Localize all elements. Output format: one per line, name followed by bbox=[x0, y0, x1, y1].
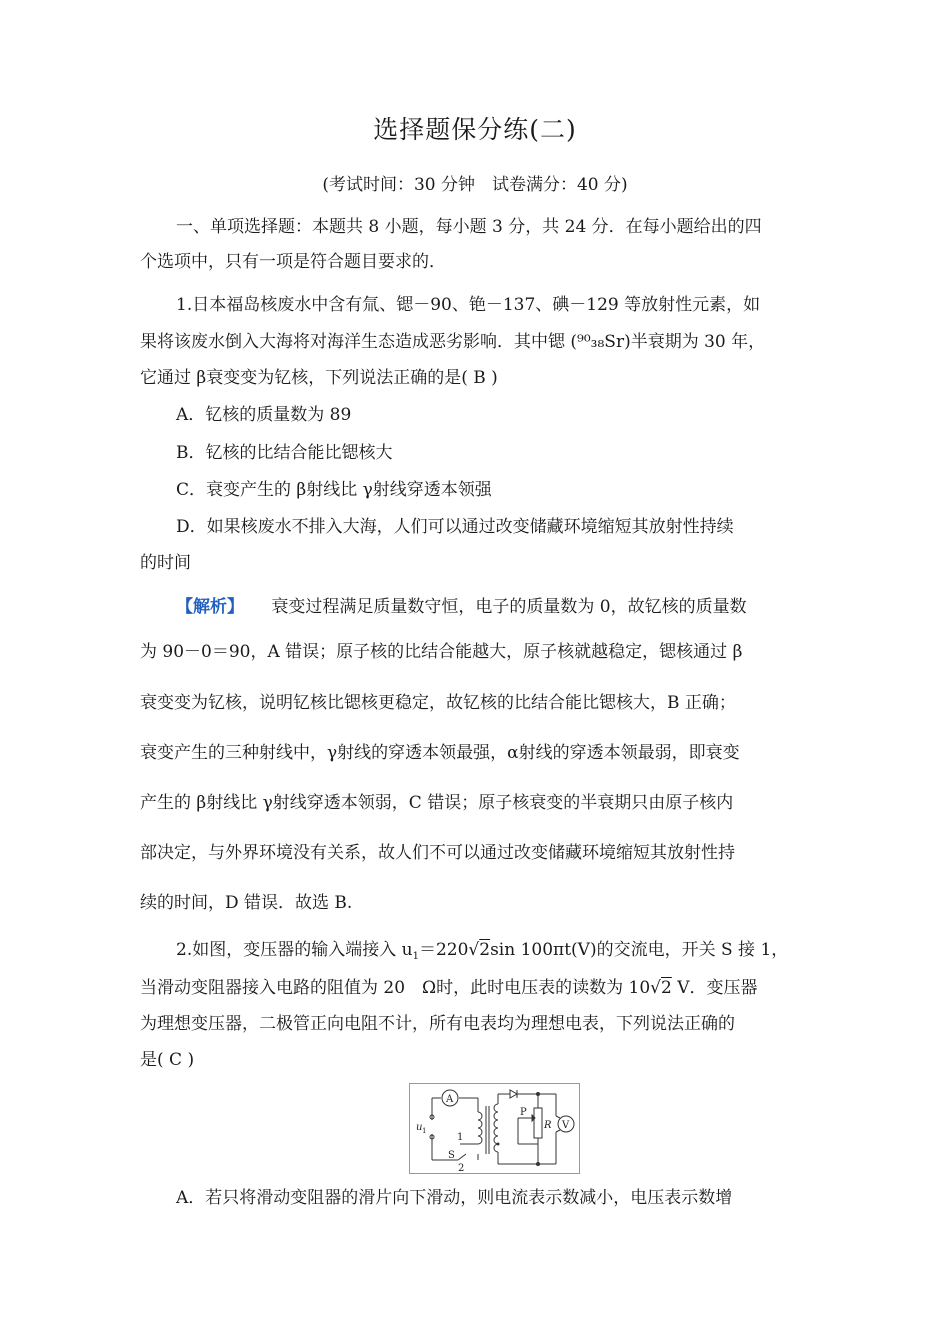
q1-option-a: A．钇核的质量数为 89 bbox=[176, 405, 352, 425]
section-line-1: 一、单项选择题：本题共 8 小题，每小题 3 分，共 24 分．在每小题给出的四 bbox=[176, 217, 762, 237]
q1-option-d-line-2: 的时间 bbox=[140, 553, 191, 573]
voltmeter-label: V bbox=[562, 1120, 570, 1131]
q1-option-b: B．钇核的比结合能比锶核大 bbox=[176, 443, 393, 463]
resistor-box bbox=[534, 1108, 542, 1138]
q1-line-3: 它通过 β衰变变为钇核，下列说法正确的是( B ) bbox=[140, 368, 498, 388]
page-title: 选择题保分练(二) bbox=[373, 115, 577, 144]
analysis-line-7: 续的时间，D 错误．故选 B. bbox=[140, 893, 353, 913]
q1-line-2: 果将该废水倒入大海将对海洋生态造成恶劣影响．其中锶 (⁹⁰₃₈Sr)半衰期为 30 年， bbox=[140, 332, 766, 352]
q2-line-1: 2.如图，变压器的输入端接入 $u_1=220√2\sin$ 100πt(V)的交流电，开关 S 接 1， bbox=[176, 940, 789, 962]
q2-line-4: 是( C ) bbox=[140, 1050, 195, 1070]
switch-contact-2-label: 2 bbox=[458, 1163, 465, 1173]
q2-option-a: A．若只将滑动变阻器的滑片向下滑动，则电流表示数减小，电压表示数增 bbox=[176, 1188, 733, 1208]
analysis-line-4: 衰变产生的三种射线中，γ射线的穿透本领最强，α射线的穿透本领最弱，即衰变 bbox=[140, 743, 740, 763]
analysis-line-6: 部决定，与外界环境没有关系，故人们不可以通过改变储藏环境缩短其放射性持 bbox=[140, 843, 735, 863]
ammeter-label: A bbox=[446, 1094, 454, 1105]
analysis-line-3: 衰变变为钇核，说明钇核比锶核更稳定，故钇核的比结合能比锶核大，B 正确； bbox=[140, 693, 736, 713]
analysis-text-1: 衰变过程满足质量数守恒，电子的质量数为 0，故钇核的质量数 bbox=[271, 597, 747, 617]
q1-line-1: 1.日本福岛核废水中含有氚、锶－90、铯－137、碘－129 等放射性元素，如 bbox=[176, 295, 761, 315]
q1-option-d-line-1: D．如果核废水不排入大海，人们可以通过改变储藏环境缩短其放射性持续 bbox=[176, 517, 734, 537]
q1-option-c: C．衰变产生的 β射线比 γ射线穿透本领强 bbox=[176, 480, 492, 500]
input-voltage-label: u bbox=[416, 1122, 423, 1133]
exam-info: (考试时间：30 分钟 试卷满分：40 分) bbox=[322, 175, 628, 195]
resistor-label: R bbox=[544, 1120, 552, 1131]
switch-label: S bbox=[448, 1150, 455, 1161]
section-line-2: 个选项中，只有一项是符合题目要求的． bbox=[140, 252, 446, 272]
analysis-line-5: 产生的 β射线比 γ射线穿透本领弱，C 错误；原子核衰变的半衰期只由原子核内 bbox=[140, 793, 734, 813]
analysis-line-2: 为 90－0＝90，A 错误；原子核的比结合能越大，原子核就越稳定，锶核通过 β bbox=[140, 642, 743, 662]
circuit-svg bbox=[410, 1084, 579, 1173]
input-voltage-subscript: 1 bbox=[422, 1127, 427, 1135]
analysis-tag: 【解析】 bbox=[176, 597, 244, 617]
slider-label: P bbox=[520, 1107, 527, 1118]
switch-contact-1-label: 1 bbox=[457, 1132, 464, 1143]
q2-line-3: 为理想变压器，二极管正向电阻不计，所有电表均为理想电表，下列说法正确的 bbox=[140, 1014, 735, 1034]
circuit-diagram bbox=[409, 1083, 580, 1174]
q2-line-2: 当滑动变阻器接入电路的阻值为 20 Ω时，此时电压表的读数为 10√2 V．变压器 bbox=[140, 978, 758, 998]
analysis-line-1 bbox=[176, 592, 747, 617]
